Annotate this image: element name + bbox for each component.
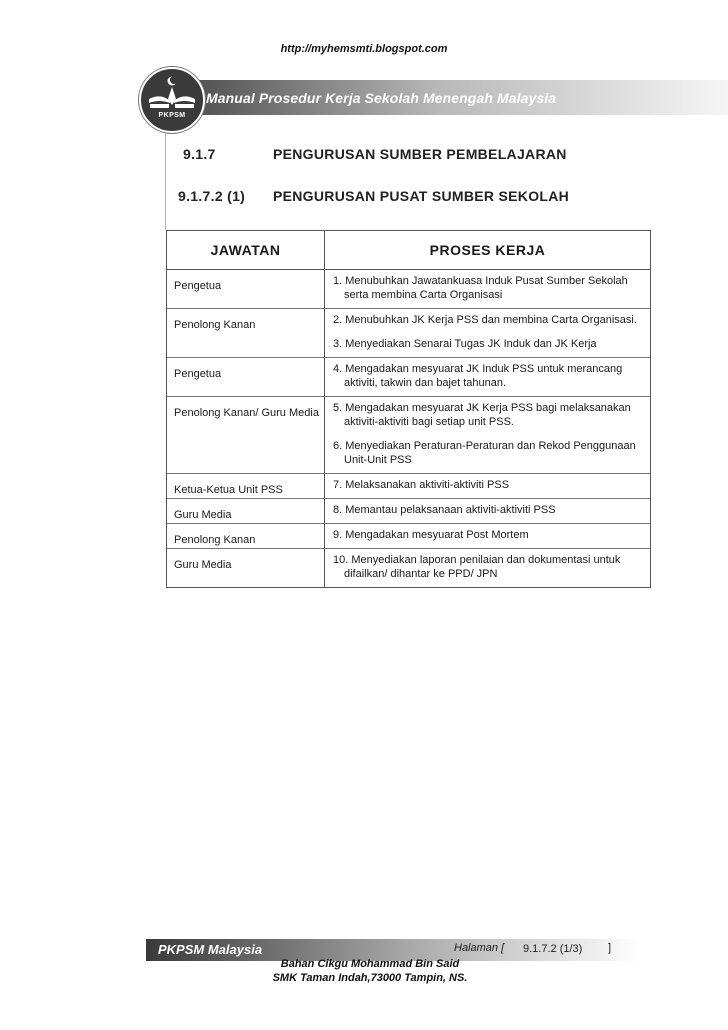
table-row <box>167 270 651 309</box>
role-cell: Guru Media <box>167 549 325 588</box>
section-number: 9.1.7 <box>183 146 216 162</box>
process-step: 6. Menyediakan Peraturan-Peraturan dan Rekod Penggunaan Unit-Unit PSS <box>333 440 636 466</box>
halaman-close: ] <box>608 942 612 954</box>
process-step: 10. Menyediakan laporan penilaian dan dokumentasi untuk difailkan/ dihantar ke PPD/ JPN <box>333 554 621 580</box>
subsection-title: PENGURUSAN PUSAT SUMBER SEKOLAH <box>273 188 570 204</box>
source-url: http://myhemsmti.blogspot.com <box>280 43 448 55</box>
table-row <box>167 549 651 588</box>
process-cell <box>325 309 651 358</box>
section-title: PENGURUSAN SUMBER PEMBELAJARAN <box>273 146 567 162</box>
table-row <box>167 524 651 549</box>
process-step: 1. Menubuhkan Jawatankuasa Induk Pusat Sumber Sekolah serta membina Carta Organisasi <box>333 275 628 301</box>
table-row <box>167 499 651 524</box>
process-step: 3. Menyediakan Senarai Tugas JK Induk dan JK Kerja <box>333 338 597 350</box>
table-row <box>167 309 651 358</box>
process-step: 8. Memantau pelaksanaan aktiviti-aktiviti PSS <box>333 504 556 516</box>
credit-author: Bahan Cikgu Mohammad Bin Said <box>280 958 460 970</box>
footer-title: PKPSM Malaysia <box>158 942 263 957</box>
process-step: 5. Mengadakan mesyuarat JK Kerja PSS bagi melaksanakan aktiviti-aktiviti bagi setiap unit PSS. <box>333 402 631 428</box>
header-banner <box>148 80 728 115</box>
process-step: 4. Mengadakan mesyuarat JK Induk PSS untuk merancang aktiviti, takwin dan bajet tahunan. <box>333 363 623 389</box>
role-cell: Pengetua <box>167 358 325 397</box>
process-cell <box>325 549 651 588</box>
banner-title: Manual Prosedur Kerja Sekolah Menengah Malaysia <box>206 89 557 106</box>
table-row <box>167 397 651 474</box>
margin-rule <box>165 118 166 230</box>
role-cell: Penolong Kanan <box>167 524 325 549</box>
process-cell <box>325 499 651 524</box>
process-step: 7. Melaksanakan aktiviti-aktiviti PSS <box>333 479 510 491</box>
process-step: 2. Menubuhkan JK Kerja PSS dan membina Carta Organisasi. <box>333 314 637 326</box>
table-row <box>167 358 651 397</box>
logo-text: PKPSM <box>158 112 186 119</box>
role-cell: Ketua-Ketua Unit PSS <box>167 474 325 499</box>
table-row <box>167 474 651 499</box>
role-cell: Penolong Kanan <box>167 309 325 358</box>
emblem-icon <box>141 69 203 131</box>
process-cell <box>325 270 651 309</box>
subsection-number: 9.1.7.2 (1) <box>178 188 246 204</box>
credit-school: SMK Taman Indah,73000 Tampin, NS. <box>272 972 468 984</box>
process-cell <box>325 524 651 549</box>
halaman-label: Halaman [ <box>454 942 505 954</box>
column-header-proses: PROSES KERJA <box>325 231 651 270</box>
process-cell <box>325 358 651 397</box>
procedure-table <box>166 230 651 588</box>
column-header-jawatan: JAWATAN <box>167 231 325 270</box>
role-cell: Guru Media <box>167 499 325 524</box>
process-cell <box>325 397 651 474</box>
role-cell: Penolong Kanan/ Guru Media <box>167 397 325 474</box>
process-cell <box>325 474 651 499</box>
halaman-code: 9.1.7.2 (1/3) <box>523 943 583 955</box>
pkpsm-logo <box>139 67 205 133</box>
procedure-rows <box>167 270 651 588</box>
role-cell: Pengetua <box>167 270 325 309</box>
process-step: 9. Mengadakan mesyuarat Post Mortem <box>333 529 529 541</box>
